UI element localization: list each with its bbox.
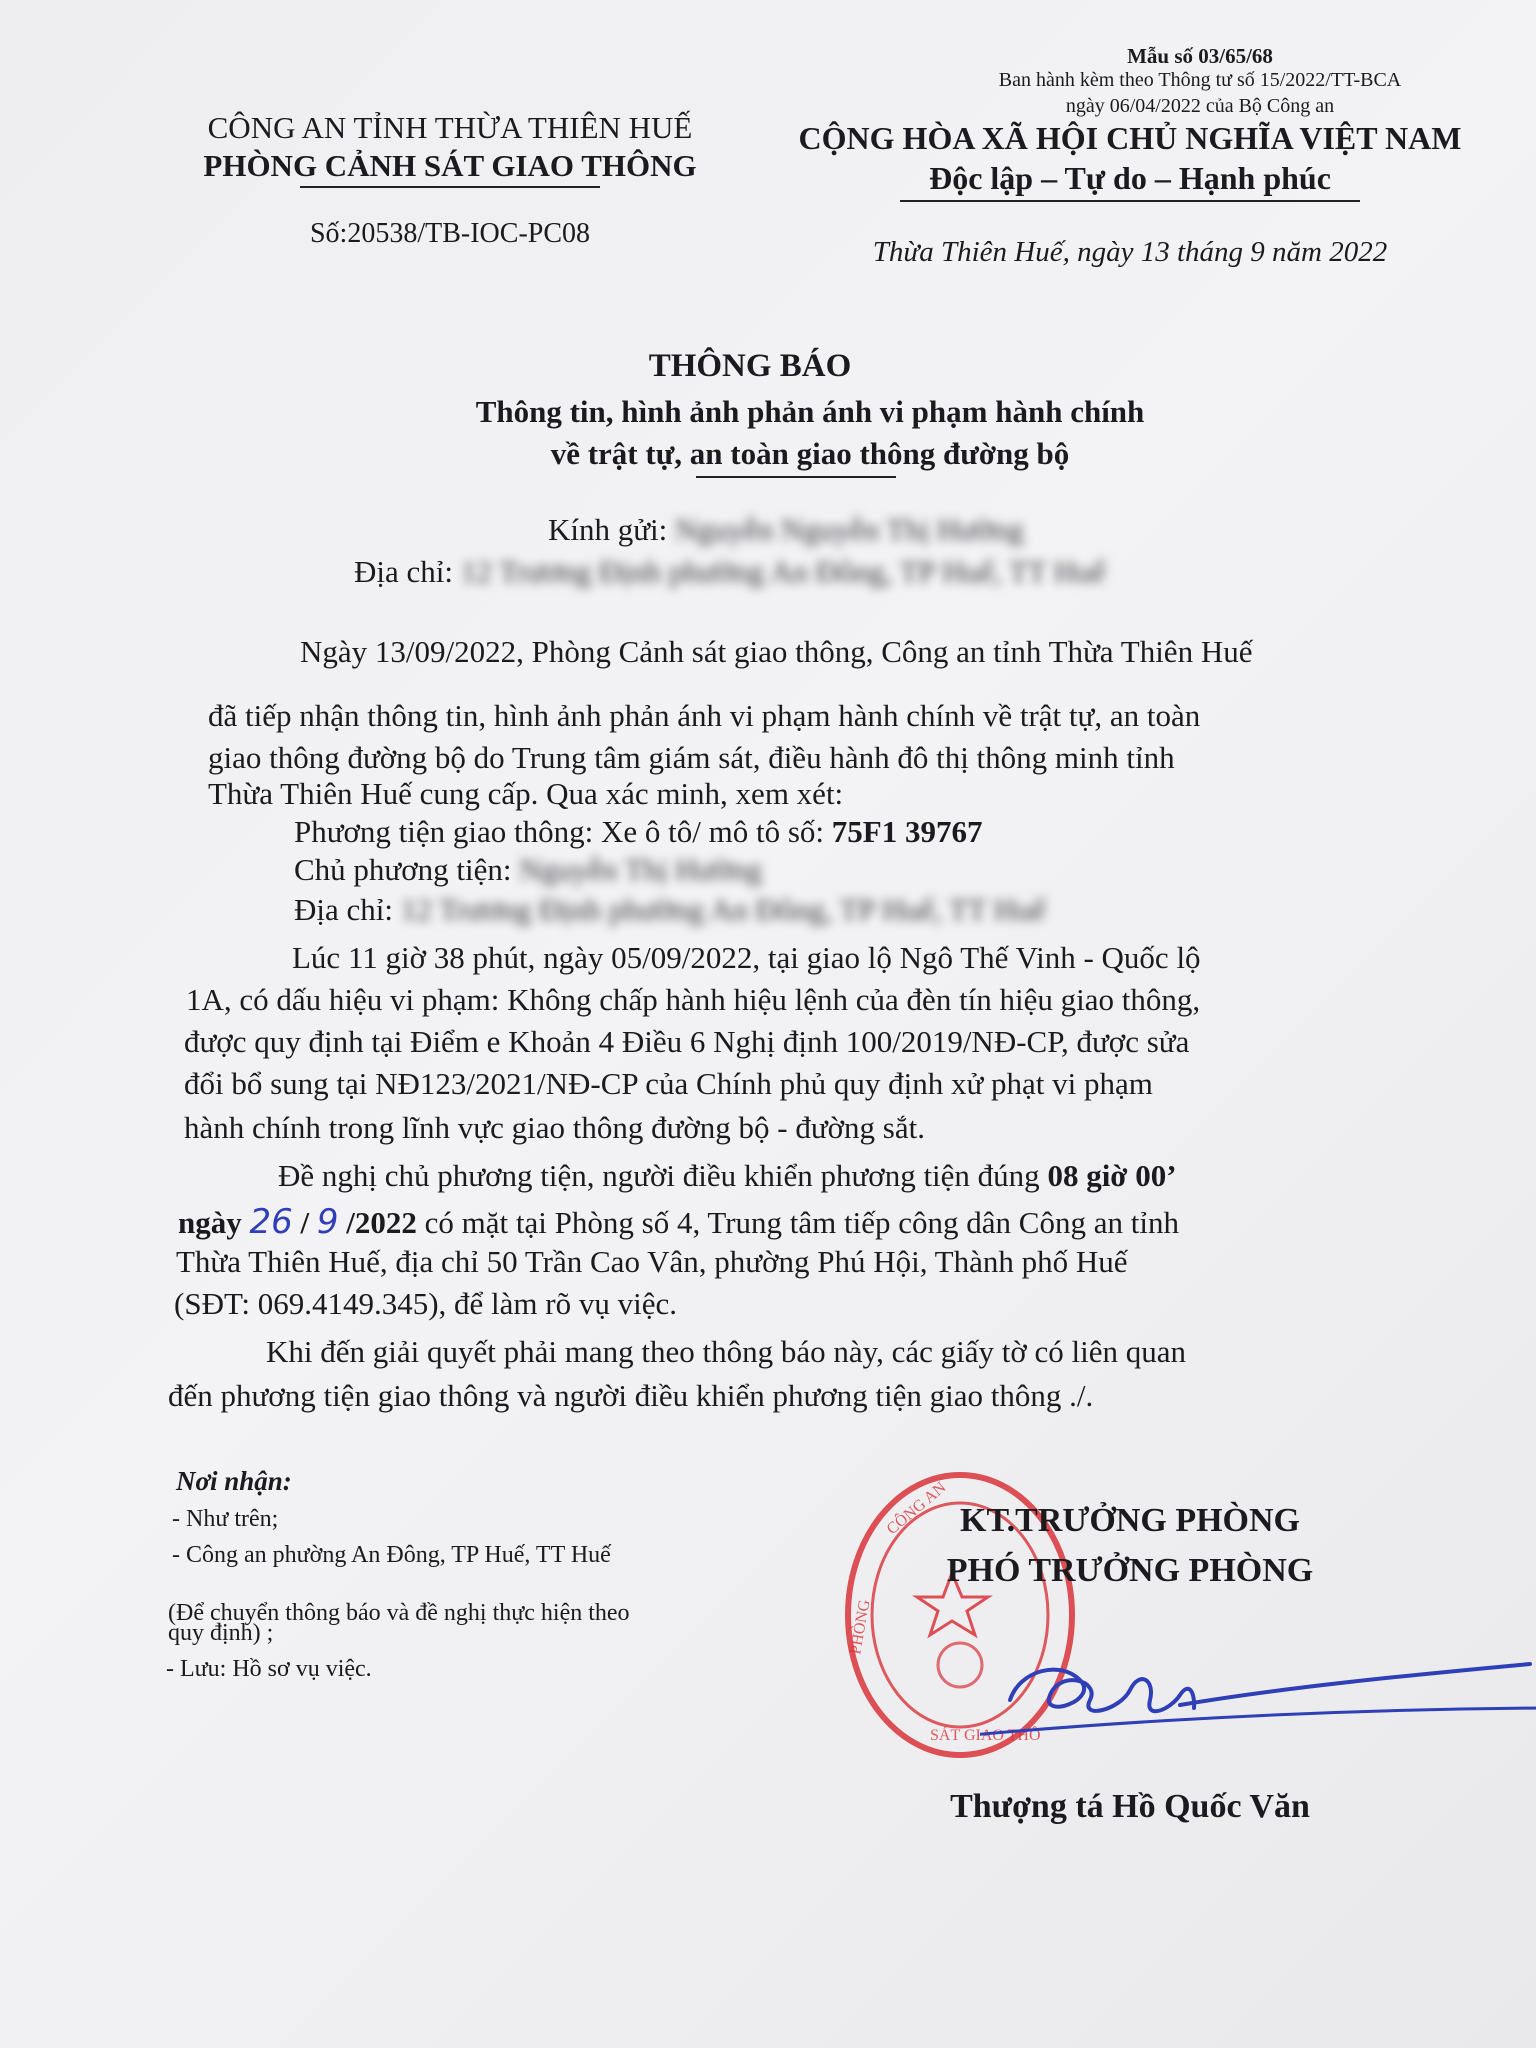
body-p1-line4: Thừa Thiên Huế cung cấp. Qua xác minh, xem xét: [208,776,844,811]
body-p2-line3: được quy định tại Điểm e Khoản 4 Điều 6 Nghị định 100/2019/NĐ-CP, được sửa [184,1024,1190,1059]
document-title: THÔNG BÁO [648,348,852,384]
body-p2-line1: Lúc 11 giờ 38 phút, ngày 05/09/2022, tại giao lộ Ngô Thế Vinh - Quốc lộ [292,940,1201,975]
document-number: Số:20538/TB-IOC-PC08 [309,218,591,249]
recipients-item-1: - Như trên; [172,1506,279,1532]
form-issued-line1: Ban hành kèm theo Thông tư số 15/2022/TT-BCA [998,69,1402,91]
subtitle-underline [696,476,896,478]
recipient-address: 12 Trương Định phường An Đông, TP Huế, TT Huế [460,554,1106,589]
form-code: Mẫu số 03/65/68 [1127,44,1273,68]
body-p2-line2: 1A, có dấu hiệu vi phạm: Không chấp hành hiệu lệnh của đèn tín hiệu giao thông, [186,982,1201,1017]
recipient-address-label: Địa chỉ: [354,554,453,589]
body-p3-line4: (SĐT: 069.4149.345), để làm rõ vụ việc. [174,1286,677,1321]
form-issued-line2: ngày 06/04/2022 của Bộ Công an [1065,95,1335,117]
owner-address-label: Địa chỉ: [294,892,401,927]
owner-label: Chủ phương tiện: [294,852,520,887]
recipient-name: Nguyễn Nguyễn Thị Hường [675,512,1024,547]
date-slash: / [292,1205,317,1240]
body-p4-line1: Khi đến giải quyết phải mang theo thông báo này, các giấy tờ có liên quan [266,1334,1187,1369]
appointment-year: /2022 [338,1205,417,1240]
body-p3-line2 [178,1202,1179,1242]
body-p4-line2: đến phương tiện giao thông và người điều khiển phương tiện giao thông ./. [168,1378,1094,1413]
recipients-label: Nơi nhận: [176,1466,292,1496]
body-p2-line4: đổi bổ sung tại NĐ123/2021/NĐ-CP của Chính phủ quy định xử phạt vi phạm [184,1066,1153,1101]
body-p3-line1 [278,1158,1177,1194]
appointment-day-label: ngày [178,1205,250,1240]
recipients-item-4: quy định) ; [168,1620,274,1646]
recipient-address-line [354,554,1106,590]
handwritten-signature [980,1600,1536,1770]
department-name: PHÒNG CẢNH SÁT GIAO THÔNG [203,148,697,183]
signature-title-1: KT.TRƯỞNG PHÒNG [960,1502,1300,1539]
country-name: CỘNG HÒA XÃ HỘI CHỦ NGHĨA VIỆT NAM [798,120,1462,156]
motto-underline [900,200,1360,202]
body-p1-line3: giao thông đường bộ do Trung tâm giám sát, điều hành đô thị thông minh tỉnh [208,740,1175,775]
document-subtitle-2: về trật tự, an toàn giao thông đường bộ [550,436,1070,471]
appointment-day-handwritten: 26 [249,1202,293,1242]
vehicle-label: Phương tiện giao thông: Xe ô tô/ mô tô số: [294,814,832,849]
body-p1-line2: đã tiếp nhận thông tin, hình ảnh phản ánh vi phạm hành chính về trật tự, an toàn [208,698,1201,733]
body-p2-line5: hành chính trong lĩnh vực giao thông đường bộ - đường sắt. [184,1110,925,1145]
owner-line [294,852,762,888]
owner-address-line [294,892,1046,928]
body-p3-line3: Thừa Thiên Huế, địa chỉ 50 Trần Cao Vân, phường Phú Hội, Thành phố Huế [176,1244,1128,1279]
agency-name: CÔNG AN TỈNH THỪA THIÊN HUẾ [207,110,693,145]
signer-name: Thượng tá Hồ Quốc Văn [950,1788,1310,1825]
signature-title-2: PHÓ TRƯỞNG PHÒNG [946,1552,1314,1589]
recipient-label: Kính gửi: [548,512,668,547]
document-subtitle-1: Thông tin, hình ảnh phản ánh vi phạm hành chính [475,394,1145,429]
appointment-time: 08 giờ 00’ [1047,1158,1177,1193]
owner-name: Nguyễn Thị Hường [519,852,762,887]
svg-text:CÔNG AN: CÔNG AN [883,1479,950,1539]
owner-address: 12 Trương Định phường An Đông, TP Huế, TT Huế [400,892,1046,927]
department-underline [300,186,600,188]
appointment-month-handwritten: 9 [316,1202,339,1242]
national-motto: Độc lập – Tự do – Hạnh phúc [929,160,1331,196]
recipients-item-2: - Công an phường An Đông, TP Huế, TT Huế [172,1542,611,1568]
recipients-item-5: - Lưu: Hồ sơ vụ việc. [166,1656,372,1682]
p3-text: Đề nghị chủ phương tiện, người điều khiển phương tiện đúng [278,1158,1048,1193]
place-date: Thừa Thiên Huế, ngày 13 tháng 9 năm 2022 [872,236,1388,268]
svg-text:SÁT GIAO THÔ: SÁT GIAO THÔ [930,1727,1041,1744]
recipients-item-3: (Để chuyển thông báo và đề nghị thực hiện theo [168,1600,630,1626]
vehicle-line [294,814,982,850]
vehicle-plate: 75F1 39767 [831,814,983,849]
p3-line2-rest: có mặt tại Phòng số 4, Trung tâm tiếp công dân Công an tỉnh [416,1205,1179,1240]
body-p1-line1: Ngày 13/09/2022, Phòng Cảnh sát giao thông, Công an tỉnh Thừa Thiên Huế [300,634,1253,669]
recipient-line [548,512,1024,548]
svg-text:PHÒNG: PHÒNG [847,1598,874,1656]
